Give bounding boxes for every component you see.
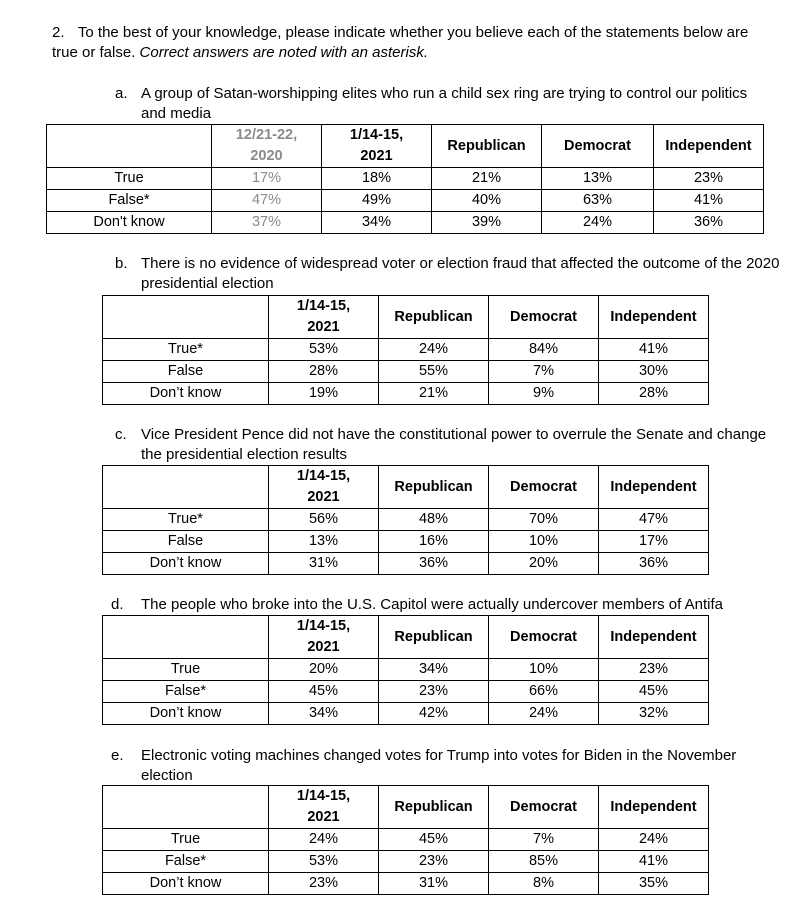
results-table-d — [102, 615, 709, 725]
statement-letter: d. — [111, 596, 124, 613]
statement-letter: c. — [115, 426, 127, 443]
results-table-c — [102, 465, 709, 575]
cell-total: 20% — [269, 659, 379, 681]
cell-independent: 23% — [599, 659, 709, 681]
empty-header-cell — [103, 296, 269, 339]
cell-total: 24% — [269, 829, 379, 851]
column-header-independent: Independent — [654, 125, 764, 168]
statement-text: Vice President Pence did not have the constitutional power to overrule the Senate and change the presidential election results — [141, 426, 767, 463]
cell-total: 49% — [322, 190, 432, 212]
question-text: To the best of your knowledge, please indicate whether you believe each of the statements below are true or false. — [52, 24, 749, 61]
table-row — [103, 681, 709, 703]
empty-header-cell — [103, 786, 269, 829]
column-header-republican: Republican — [379, 786, 489, 829]
cell-republican: 36% — [379, 553, 489, 575]
row-label: True — [103, 829, 269, 851]
question-note: Correct answers are noted with an asterisk. — [139, 44, 429, 61]
table-row — [103, 873, 709, 895]
statement-d — [111, 595, 801, 615]
row-label: Don't know — [47, 212, 212, 234]
cell-independent: 30% — [599, 361, 709, 383]
cell-independent: 47% — [599, 509, 709, 531]
cell-democrat: 84% — [489, 339, 599, 361]
cell-total: 53% — [269, 851, 379, 873]
table-row — [103, 829, 709, 851]
column-header-independent: Independent — [599, 296, 709, 339]
cell-republican: 31% — [379, 873, 489, 895]
cell-independent: 32% — [599, 703, 709, 725]
statement-a — [115, 84, 765, 124]
column-header-democrat: Democrat — [489, 786, 599, 829]
cell-republican: 21% — [432, 168, 542, 190]
cell-democrat: 24% — [542, 212, 654, 234]
row-label: True* — [103, 339, 269, 361]
statement-c — [115, 425, 780, 465]
cell-independent: 36% — [599, 553, 709, 575]
statement-letter: a. — [115, 85, 128, 102]
statement-letter: e. — [111, 747, 124, 764]
column-header-democrat: Democrat — [489, 296, 599, 339]
column-header-date: 1/14-15, 2021 — [269, 466, 379, 509]
question-intro — [52, 23, 752, 63]
cell-democrat: 24% — [489, 703, 599, 725]
cell-total: 53% — [269, 339, 379, 361]
table-row — [47, 212, 764, 234]
cell-independent: 35% — [599, 873, 709, 895]
table-header-row — [103, 786, 709, 829]
table-row — [47, 168, 764, 190]
row-label: False* — [103, 681, 269, 703]
cell-independent: 41% — [599, 339, 709, 361]
column-header-democrat: Democrat — [542, 125, 654, 168]
cell-republican: 21% — [379, 383, 489, 405]
cell-total: 34% — [322, 212, 432, 234]
cell-democrat: 10% — [489, 531, 599, 553]
cell-independent: 23% — [654, 168, 764, 190]
column-header-prior-date: 12/21-22, 2020 — [212, 125, 322, 168]
column-header-democrat: Democrat — [489, 466, 599, 509]
results-table-e — [102, 785, 709, 895]
cell-total: 31% — [269, 553, 379, 575]
statement-text: Electronic voting machines changed votes for Trump into votes for Biden in the November election — [141, 747, 737, 784]
statement-text: A group of Satan-worshipping elites who run a child sex ring are trying to control our politics and media — [141, 85, 748, 122]
cell-independent: 17% — [599, 531, 709, 553]
question-number: 2. — [52, 24, 65, 41]
table-row — [103, 509, 709, 531]
cell-democrat: 20% — [489, 553, 599, 575]
cell-total: 19% — [269, 383, 379, 405]
cell-total: 18% — [322, 168, 432, 190]
table-row — [103, 659, 709, 681]
cell-democrat: 7% — [489, 829, 599, 851]
cell-total: 13% — [269, 531, 379, 553]
cell-republican: 40% — [432, 190, 542, 212]
cell-prior: 47% — [212, 190, 322, 212]
cell-republican: 23% — [379, 681, 489, 703]
column-header-independent: Independent — [599, 786, 709, 829]
cell-prior: 37% — [212, 212, 322, 234]
cell-democrat: 10% — [489, 659, 599, 681]
column-header-republican: Republican — [379, 466, 489, 509]
empty-header-cell — [103, 616, 269, 659]
column-header-independent: Independent — [599, 466, 709, 509]
table-row — [103, 383, 709, 405]
statement-text: There is no evidence of widespread voter or election fraud that affected the outcome of the 2020 presidential election — [141, 255, 780, 292]
row-label: False* — [47, 190, 212, 212]
table-row — [103, 339, 709, 361]
cell-republican: 34% — [379, 659, 489, 681]
cell-democrat: 66% — [489, 681, 599, 703]
cell-democrat: 13% — [542, 168, 654, 190]
cell-independent: 24% — [599, 829, 709, 851]
table-row — [103, 553, 709, 575]
cell-total: 23% — [269, 873, 379, 895]
cell-independent: 41% — [654, 190, 764, 212]
cell-republican: 16% — [379, 531, 489, 553]
row-label: True* — [103, 509, 269, 531]
table-row — [103, 531, 709, 553]
cell-independent: 45% — [599, 681, 709, 703]
cell-independent: 41% — [599, 851, 709, 873]
cell-prior: 17% — [212, 168, 322, 190]
results-table-a — [46, 124, 764, 234]
table-row — [103, 361, 709, 383]
cell-republican: 48% — [379, 509, 489, 531]
table-header-row — [103, 466, 709, 509]
table-row — [103, 703, 709, 725]
row-label: True — [103, 659, 269, 681]
row-label: Don’t know — [103, 873, 269, 895]
row-label: False — [103, 531, 269, 553]
column-header-date: 1/14-15, 2021 — [322, 125, 432, 168]
table-row — [47, 190, 764, 212]
cell-republican: 23% — [379, 851, 489, 873]
table-header-row — [47, 125, 764, 168]
cell-republican: 24% — [379, 339, 489, 361]
statement-b — [115, 254, 780, 294]
cell-republican: 45% — [379, 829, 489, 851]
cell-independent: 28% — [599, 383, 709, 405]
column-header-date: 1/14-15, 2021 — [269, 296, 379, 339]
column-header-independent: Independent — [599, 616, 709, 659]
cell-democrat: 8% — [489, 873, 599, 895]
cell-democrat: 9% — [489, 383, 599, 405]
cell-republican: 39% — [432, 212, 542, 234]
row-label: True — [47, 168, 212, 190]
cell-democrat: 70% — [489, 509, 599, 531]
cell-total: 45% — [269, 681, 379, 703]
column-header-republican: Republican — [379, 616, 489, 659]
cell-democrat: 63% — [542, 190, 654, 212]
cell-republican: 55% — [379, 361, 489, 383]
results-table-b — [102, 295, 709, 405]
statement-e — [111, 746, 751, 786]
column-header-republican: Republican — [379, 296, 489, 339]
cell-independent: 36% — [654, 212, 764, 234]
table-header-row — [103, 616, 709, 659]
row-label: Don’t know — [103, 553, 269, 575]
cell-total: 56% — [269, 509, 379, 531]
column-header-date: 1/14-15, 2021 — [269, 616, 379, 659]
row-label: Don’t know — [103, 703, 269, 725]
statement-text: The people who broke into the U.S. Capitol were actually undercover members of Antifa — [141, 596, 723, 613]
cell-total: 28% — [269, 361, 379, 383]
statement-letter: b. — [115, 255, 128, 272]
table-header-row — [103, 296, 709, 339]
row-label: False — [103, 361, 269, 383]
column-header-democrat: Democrat — [489, 616, 599, 659]
row-label: Don’t know — [103, 383, 269, 405]
empty-header-cell — [47, 125, 212, 168]
empty-header-cell — [103, 466, 269, 509]
cell-democrat: 85% — [489, 851, 599, 873]
table-row — [103, 851, 709, 873]
column-header-republican: Republican — [432, 125, 542, 168]
column-header-date: 1/14-15, 2021 — [269, 786, 379, 829]
row-label: False* — [103, 851, 269, 873]
cell-democrat: 7% — [489, 361, 599, 383]
cell-total: 34% — [269, 703, 379, 725]
cell-republican: 42% — [379, 703, 489, 725]
